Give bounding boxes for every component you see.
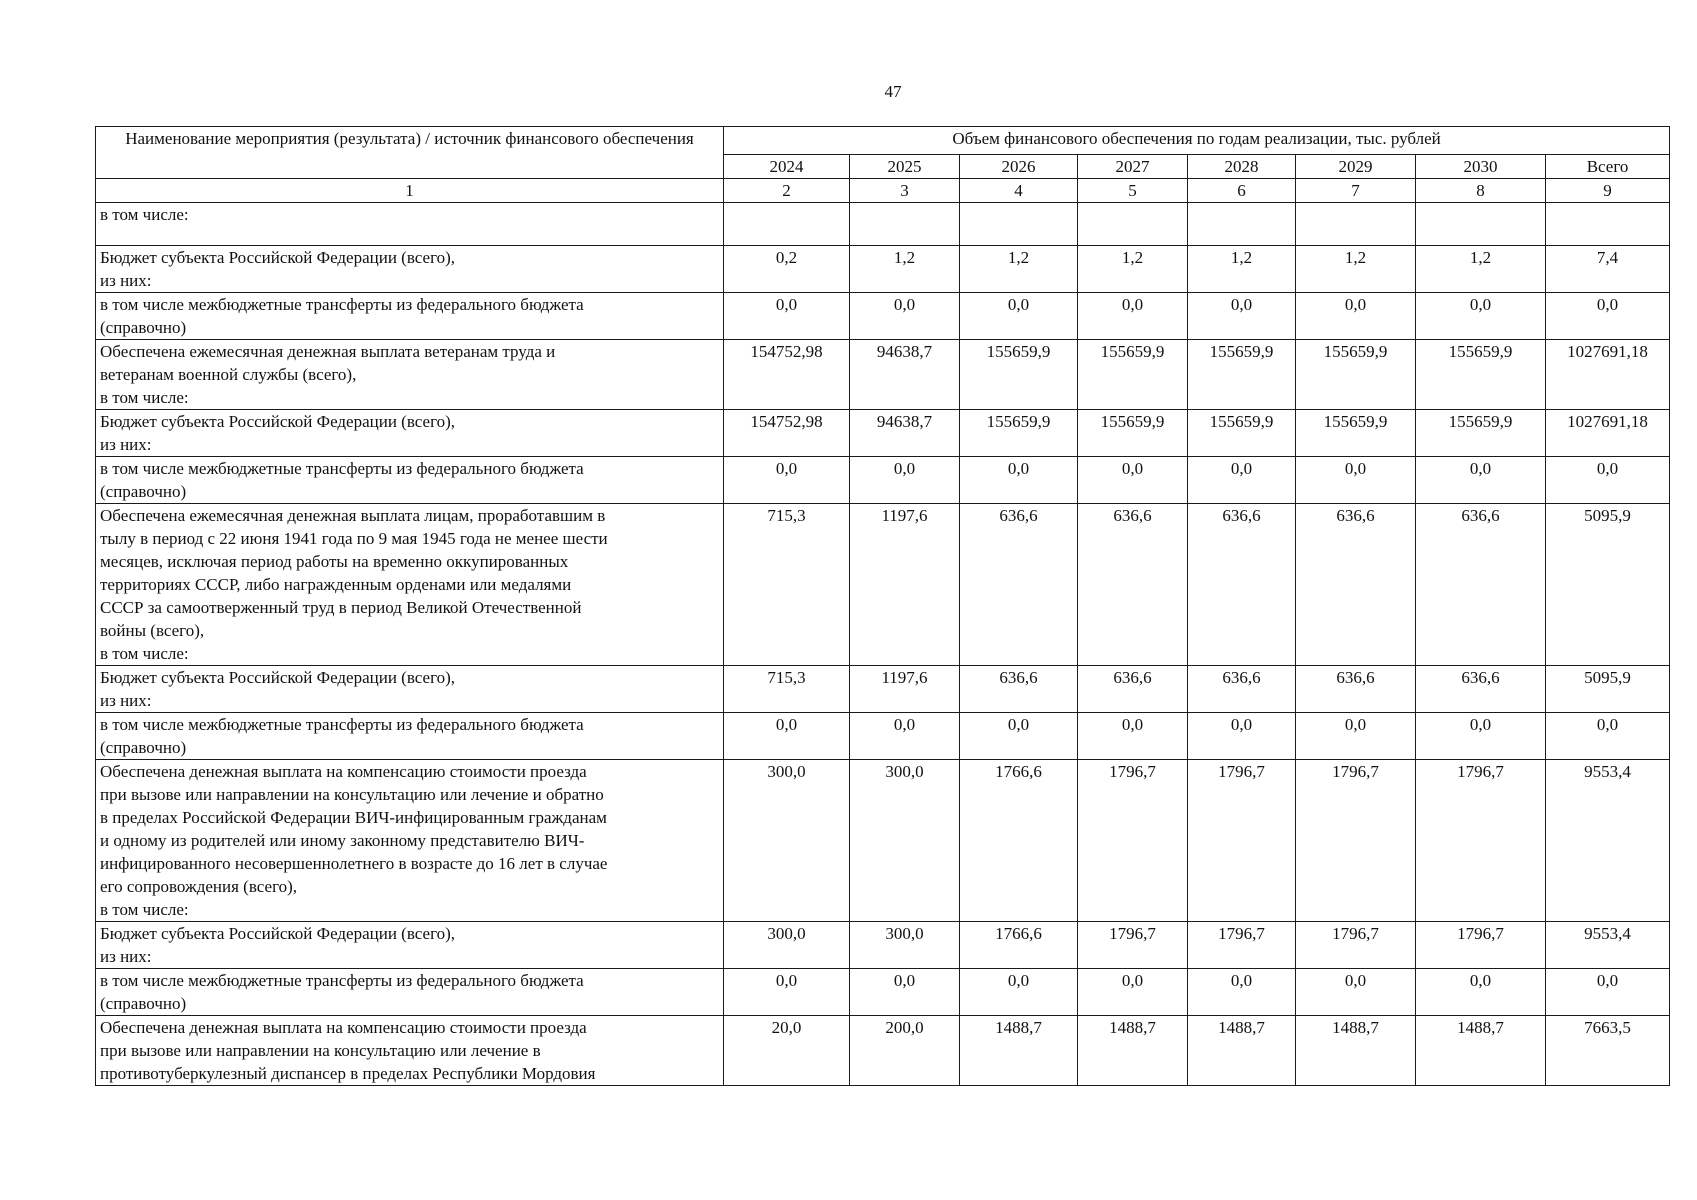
table-row	[96, 203, 1670, 246]
year-value-cell: 155659,9	[960, 340, 1078, 410]
row-name-cell	[96, 410, 724, 457]
table-row	[96, 1016, 1670, 1086]
year-value-cell: 300,0	[850, 760, 960, 922]
year-value-cell: 155659,9	[1078, 340, 1188, 410]
total-value-cell: 9553,4	[1546, 760, 1670, 922]
total-value-cell: 0,0	[1546, 969, 1670, 1016]
row-name-line: Бюджет субъекта Российской Федерации (всего),	[100, 248, 456, 267]
row-name-line: в том числе межбюджетные трансферты из федерального бюджета	[100, 971, 584, 990]
row-name-line: из них:	[100, 947, 152, 966]
row-name-cell	[96, 340, 724, 410]
row-name-line: Обеспечена денежная выплата на компенсацию стоимости проезда	[100, 1018, 587, 1037]
row-name-line: ветеранам военной службы (всего),	[100, 365, 357, 384]
year-value-cell: 1,2	[1188, 246, 1296, 293]
year-value-cell: 1796,7	[1188, 922, 1296, 969]
year-value-cell: 0,0	[724, 457, 850, 504]
row-name-cell	[96, 922, 724, 969]
row-name-line: его сопровождения (всего),	[100, 877, 298, 896]
year-value-cell: 155659,9	[1416, 340, 1546, 410]
year-value-cell: 1796,7	[1188, 760, 1296, 922]
year-value-cell: 94638,7	[850, 410, 960, 457]
year-value-cell: 1766,6	[960, 760, 1078, 922]
column-header-year: 2030	[1416, 155, 1546, 179]
year-value-cell: 1,2	[1078, 246, 1188, 293]
column-number: 3	[850, 179, 960, 203]
year-value-cell: 1766,6	[960, 922, 1078, 969]
row-name-line: в том числе межбюджетные трансферты из федерального бюджета	[100, 459, 584, 478]
year-value-cell	[1188, 203, 1296, 246]
total-value-cell: 5095,9	[1546, 666, 1670, 713]
row-name-line: в том числе:	[100, 388, 189, 407]
row-name-line: Обеспечена ежемесячная денежная выплата ветеранам труда и	[100, 342, 556, 361]
year-value-cell: 1197,6	[850, 666, 960, 713]
row-name-line: из них:	[100, 691, 152, 710]
table-row	[96, 293, 1670, 340]
year-value-cell: 0,0	[724, 713, 850, 760]
total-value-cell: 0,0	[1546, 457, 1670, 504]
year-value-cell: 0,0	[1296, 713, 1416, 760]
column-number: 9	[1546, 179, 1670, 203]
year-value-cell: 1796,7	[1078, 760, 1188, 922]
total-value-cell: 1027691,18	[1546, 410, 1670, 457]
year-value-cell: 0,0	[1416, 293, 1546, 340]
year-value-cell: 0,0	[1296, 969, 1416, 1016]
year-value-cell: 1796,7	[1078, 922, 1188, 969]
row-name-line: Обеспечена ежемесячная денежная выплата лицам, проработавшим в	[100, 506, 606, 525]
year-value-cell: 0,0	[1078, 293, 1188, 340]
year-value-cell: 300,0	[724, 922, 850, 969]
row-name-line: и одному из родителей или иному законному представителю ВИЧ-	[100, 831, 585, 850]
column-number: 2	[724, 179, 850, 203]
year-value-cell: 0,0	[960, 457, 1078, 504]
year-value-cell: 0,0	[724, 293, 850, 340]
column-header-year: 2026	[960, 155, 1078, 179]
year-value-cell: 154752,98	[724, 410, 850, 457]
year-value-cell: 1197,6	[850, 504, 960, 666]
year-value-cell: 0,0	[1188, 457, 1296, 504]
year-value-cell: 0,2	[724, 246, 850, 293]
year-value-cell: 0,0	[1078, 457, 1188, 504]
row-name-cell	[96, 293, 724, 340]
year-value-cell: 155659,9	[1296, 410, 1416, 457]
total-value-cell	[1546, 203, 1670, 246]
year-value-cell: 636,6	[1416, 504, 1546, 666]
row-name-line: противотуберкулезный диспансер в пределах Республики Мордовия	[100, 1064, 596, 1083]
column-number: 5	[1078, 179, 1188, 203]
year-value-cell: 0,0	[850, 713, 960, 760]
table-row	[96, 760, 1670, 922]
row-name-line: (справочно)	[100, 738, 187, 757]
year-value-cell: 1488,7	[1188, 1016, 1296, 1086]
year-value-cell: 0,0	[1416, 969, 1546, 1016]
row-name-line: СССР за самоотверженный труд в период Великой Отечественной	[100, 598, 582, 617]
total-value-cell: 1027691,18	[1546, 340, 1670, 410]
table-row	[96, 410, 1670, 457]
table-row	[96, 246, 1670, 293]
year-value-cell: 155659,9	[960, 410, 1078, 457]
year-value-cell: 636,6	[1296, 666, 1416, 713]
row-name-line: (справочно)	[100, 482, 187, 501]
year-value-cell: 715,3	[724, 504, 850, 666]
row-name-line: тылу в период с 22 июня 1941 года по 9 мая 1945 года не менее шести	[100, 529, 608, 548]
row-name-line: территориях СССР, либо награжденным орденами или медалями	[100, 575, 572, 594]
year-value-cell: 0,0	[1188, 713, 1296, 760]
total-value-cell: 0,0	[1546, 713, 1670, 760]
row-name-line: Бюджет субъекта Российской Федерации (всего),	[100, 668, 456, 687]
year-value-cell: 200,0	[850, 1016, 960, 1086]
table-row	[96, 713, 1670, 760]
column-header-year: 2029	[1296, 155, 1416, 179]
year-value-cell: 1796,7	[1416, 760, 1546, 922]
year-value-cell: 1488,7	[1296, 1016, 1416, 1086]
year-value-cell: 300,0	[850, 922, 960, 969]
year-value-cell: 1,2	[850, 246, 960, 293]
total-value-cell: 9553,4	[1546, 922, 1670, 969]
row-name-cell	[96, 969, 724, 1016]
year-value-cell: 715,3	[724, 666, 850, 713]
year-value-cell: 1,2	[960, 246, 1078, 293]
year-value-cell: 155659,9	[1188, 340, 1296, 410]
year-value-cell: 636,6	[960, 666, 1078, 713]
year-value-cell: 0,0	[960, 293, 1078, 340]
column-number: 1	[96, 179, 724, 203]
year-value-cell: 155659,9	[1416, 410, 1546, 457]
year-value-cell	[1416, 203, 1546, 246]
year-value-cell: 0,0	[1078, 969, 1188, 1016]
year-value-cell: 636,6	[1078, 504, 1188, 666]
table-row	[96, 340, 1670, 410]
row-name-line: в том числе:	[100, 644, 189, 663]
year-value-cell: 0,0	[1416, 457, 1546, 504]
year-value-cell: 636,6	[1296, 504, 1416, 666]
page-number: 47	[884, 82, 902, 101]
column-header-year: 2024	[724, 155, 850, 179]
column-number: 8	[1416, 179, 1546, 203]
column-header-year: 2028	[1188, 155, 1296, 179]
table-row	[96, 457, 1670, 504]
column-header-total: Всего	[1546, 155, 1670, 179]
row-name-line: в том числе:	[100, 900, 189, 919]
year-value-cell	[960, 203, 1078, 246]
column-number: 7	[1296, 179, 1416, 203]
row-name-line: Обеспечена денежная выплата на компенсацию стоимости проезда	[100, 762, 587, 781]
column-number: 6	[1188, 179, 1296, 203]
year-value-cell: 20,0	[724, 1016, 850, 1086]
row-name-cell	[96, 666, 724, 713]
row-name-cell	[96, 1016, 724, 1086]
row-name-line: инфицированного несовершеннолетнего в возрасте до 16 лет в случае	[100, 854, 608, 873]
financing-table	[95, 126, 1670, 1086]
year-value-cell: 0,0	[1188, 293, 1296, 340]
row-name-line: Бюджет субъекта Российской Федерации (всего),	[100, 412, 456, 431]
row-name-line: в том числе:	[100, 205, 189, 224]
total-value-cell: 5095,9	[1546, 504, 1670, 666]
year-value-cell: 636,6	[1416, 666, 1546, 713]
year-value-cell	[850, 203, 960, 246]
row-name-line: из них:	[100, 271, 152, 290]
year-value-cell: 0,0	[1296, 293, 1416, 340]
year-value-cell: 154752,98	[724, 340, 850, 410]
year-value-cell: 0,0	[960, 713, 1078, 760]
year-value-cell: 636,6	[960, 504, 1078, 666]
year-value-cell	[1296, 203, 1416, 246]
column-header-group: Объем финансового обеспечения по годам реализации, тыс. рублей	[724, 127, 1670, 155]
year-value-cell: 155659,9	[1078, 410, 1188, 457]
year-value-cell	[724, 203, 850, 246]
row-name-line: в том числе межбюджетные трансферты из федерального бюджета	[100, 715, 584, 734]
year-value-cell: 0,0	[1078, 713, 1188, 760]
year-value-cell: 0,0	[1188, 969, 1296, 1016]
year-value-cell: 636,6	[1078, 666, 1188, 713]
row-name-cell	[96, 760, 724, 922]
row-name-cell	[96, 504, 724, 666]
year-value-cell: 1796,7	[1416, 922, 1546, 969]
year-value-cell: 0,0	[850, 969, 960, 1016]
row-name-cell	[96, 713, 724, 760]
row-name-line: в пределах Российской Федерации ВИЧ-инфицированным гражданам	[100, 808, 607, 827]
table-row	[96, 504, 1670, 666]
year-value-cell: 636,6	[1188, 666, 1296, 713]
year-value-cell: 1,2	[1296, 246, 1416, 293]
row-name-line: при вызове или направлении на консультацию или лечение в	[100, 1041, 541, 1060]
year-value-cell: 0,0	[1296, 457, 1416, 504]
row-name-line: в том числе межбюджетные трансферты из федерального бюджета	[100, 295, 584, 314]
year-value-cell: 155659,9	[1188, 410, 1296, 457]
year-value-cell: 155659,9	[1296, 340, 1416, 410]
year-value-cell: 94638,7	[850, 340, 960, 410]
row-name-cell	[96, 203, 724, 246]
row-name-line: войны (всего),	[100, 621, 205, 640]
year-value-cell: 0,0	[850, 293, 960, 340]
column-header-year: 2025	[850, 155, 960, 179]
year-value-cell: 636,6	[1188, 504, 1296, 666]
year-value-cell: 1488,7	[960, 1016, 1078, 1086]
year-value-cell: 1796,7	[1296, 760, 1416, 922]
year-value-cell: 0,0	[724, 969, 850, 1016]
table-row	[96, 969, 1670, 1016]
total-value-cell: 0,0	[1546, 293, 1670, 340]
year-value-cell	[1078, 203, 1188, 246]
row-name-cell	[96, 246, 724, 293]
column-header-year: 2027	[1078, 155, 1188, 179]
year-value-cell: 1796,7	[1296, 922, 1416, 969]
table-row	[96, 666, 1670, 713]
row-name-line: (справочно)	[100, 318, 187, 337]
table-row	[96, 922, 1670, 969]
year-value-cell: 300,0	[724, 760, 850, 922]
year-value-cell: 0,0	[1416, 713, 1546, 760]
row-name-line: при вызове или направлении на консультацию или лечение и обратно	[100, 785, 604, 804]
row-name-line: (справочно)	[100, 994, 187, 1013]
year-value-cell: 0,0	[850, 457, 960, 504]
year-value-cell: 0,0	[960, 969, 1078, 1016]
row-name-line: Бюджет субъекта Российской Федерации (всего),	[100, 924, 456, 943]
column-number: 4	[960, 179, 1078, 203]
row-name-line: месяцев, исключая период работы на временно оккупированных	[100, 552, 569, 571]
table-body	[96, 203, 1670, 1086]
row-name-line: из них:	[100, 435, 152, 454]
column-header-name: Наименование мероприятия (результата) / источник финансового обеспечения	[96, 127, 724, 179]
total-value-cell: 7663,5	[1546, 1016, 1670, 1086]
total-value-cell: 7,4	[1546, 246, 1670, 293]
year-value-cell: 1,2	[1416, 246, 1546, 293]
row-name-cell	[96, 457, 724, 504]
year-value-cell: 1488,7	[1078, 1016, 1188, 1086]
year-value-cell: 1488,7	[1416, 1016, 1546, 1086]
